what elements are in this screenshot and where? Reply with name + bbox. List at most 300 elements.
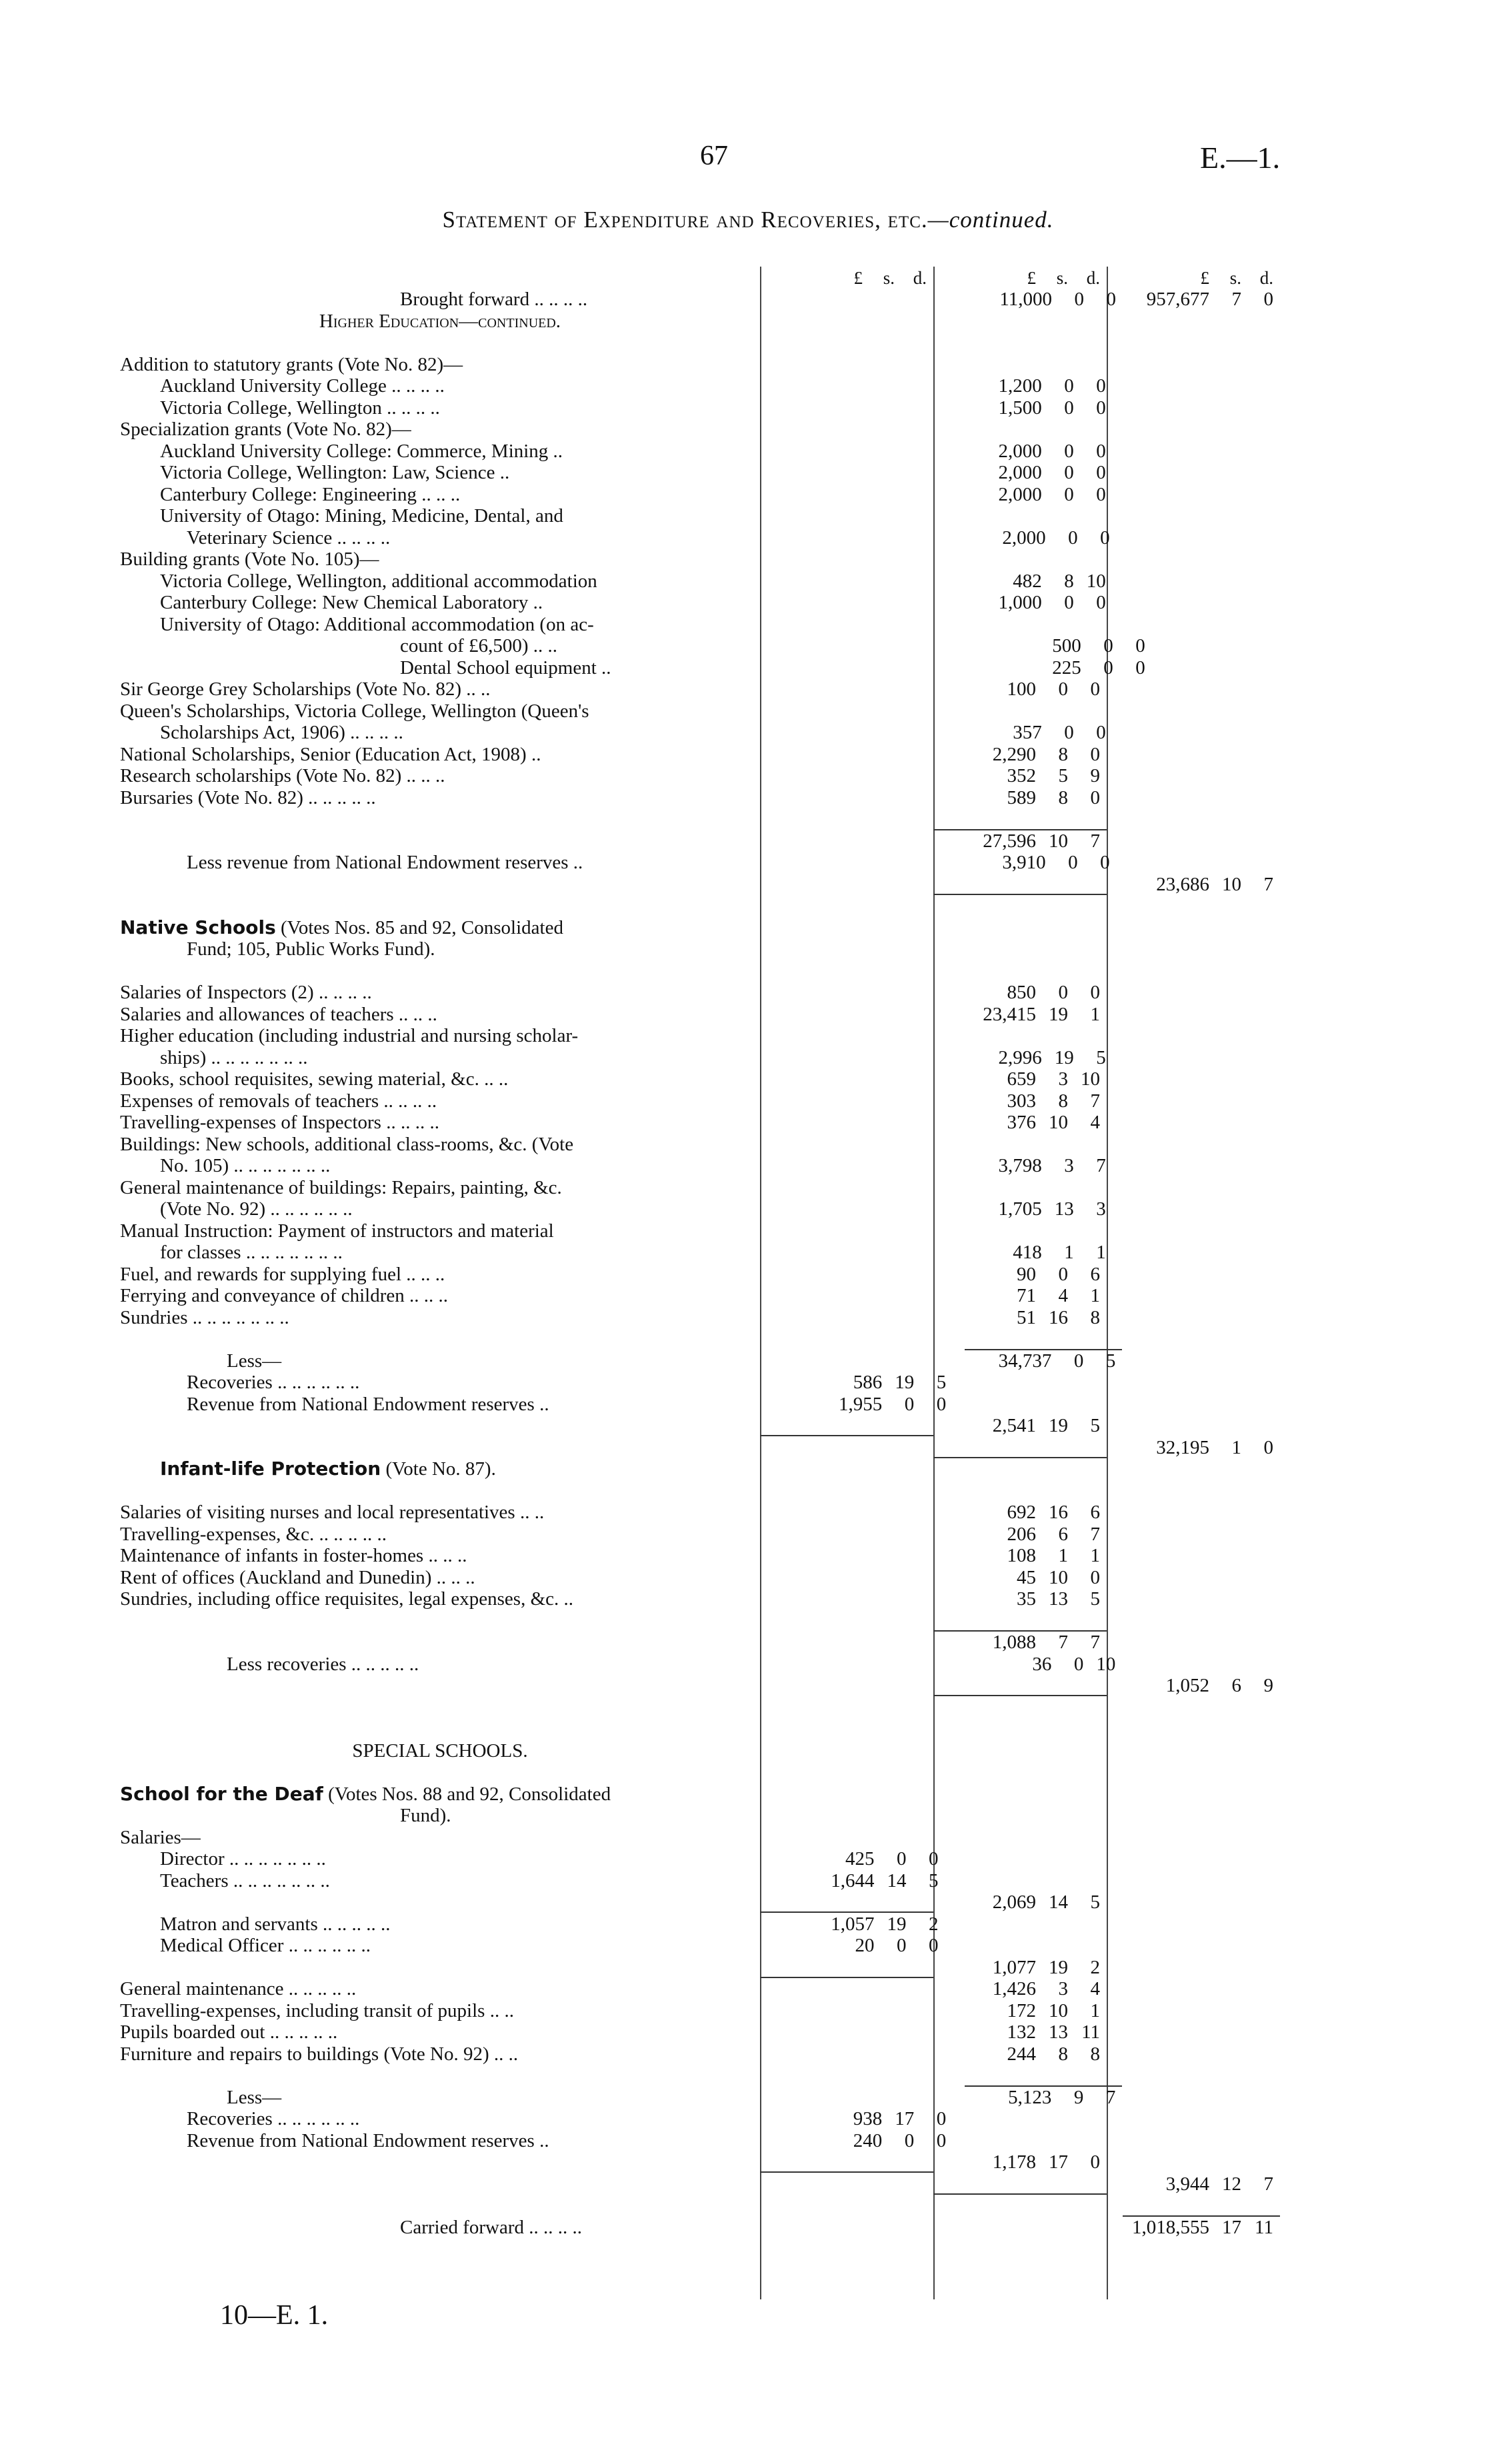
- amount-shillings: 17: [1049, 2151, 1068, 2173]
- amount-column-2: [933, 1630, 1107, 1653]
- ledger-row: [120, 2195, 1280, 2217]
- amount-pounds: 45: [1017, 1566, 1036, 1588]
- item-description: Maintenance of infants in foster-homes .. .. ..: [120, 1545, 467, 1566]
- ledger-row: [120, 1393, 1280, 1415]
- pound-header: £: [1027, 267, 1036, 288]
- amount-pence: 0: [1096, 440, 1106, 462]
- amount-pounds: 34,737: [998, 1350, 1052, 1372]
- ledger-row: [120, 310, 1280, 332]
- item-description: Salaries—: [120, 1826, 201, 1848]
- amount-shillings: 0: [1068, 527, 1078, 549]
- item-description: SPECIAL SCHOOLS.: [352, 1740, 528, 1762]
- amount-pounds: 132: [1007, 2021, 1036, 2043]
- ledger-row: [120, 1436, 1280, 1458]
- amount-pence: 0: [1096, 592, 1106, 613]
- amount-column-2: [945, 1198, 1113, 1220]
- item-description: Fuel, and rewards for supplying fuel .. .. ..: [120, 1263, 445, 1285]
- amount-pence: 0: [1135, 656, 1145, 678]
- amount-pence: 0: [1090, 1566, 1100, 1588]
- ledger-row: [120, 2065, 1280, 2087]
- ledger-row: [120, 852, 1280, 874]
- amount-shillings: 8: [1058, 743, 1068, 765]
- ledger-row: [120, 1632, 1280, 1654]
- pence-header: d.: [1086, 267, 1100, 288]
- ledger-row: [120, 1350, 1280, 1372]
- ledger-row: [120, 1090, 1280, 1112]
- amount-pounds: 1,955: [838, 1393, 883, 1415]
- amount-column-1: [789, 2130, 953, 2151]
- amount-pounds: 244: [1007, 2043, 1036, 2065]
- amount-column-2: [945, 1047, 1113, 1068]
- ledger-row: [120, 2021, 1280, 2043]
- ledger-row: [120, 1155, 1280, 1177]
- amount-pounds: 108: [1007, 1545, 1036, 1566]
- amount-shillings: 12: [1222, 2173, 1241, 2195]
- ledger-row: [120, 678, 1280, 700]
- amount-pounds: 5,123: [1008, 2086, 1052, 2108]
- amount-pence: 0: [1263, 289, 1273, 310]
- amount-pence: 6: [1090, 1263, 1100, 1285]
- amount-pounds: 357: [1013, 722, 1042, 743]
- ledger-row: [120, 1913, 1280, 1935]
- amount-column-3: [1107, 1437, 1280, 1458]
- item-description: Fund; 105, Public Works Fund).: [187, 938, 435, 960]
- amount-column-2: [933, 829, 1107, 852]
- amount-pounds: 589: [1007, 786, 1036, 808]
- item-description: Fund).: [400, 1805, 451, 1826]
- amount-shillings: 0: [1064, 440, 1074, 462]
- amount-pence: 5: [929, 1869, 939, 1891]
- ledger-row: [120, 1220, 1280, 1242]
- item-description: Victoria College, Wellington .. .. .. ..: [160, 397, 440, 419]
- ledger-row: [120, 700, 1280, 722]
- item-description: Salaries of visiting nurses and local representatives .. ..: [120, 1502, 545, 1523]
- amount-shillings: 10: [1049, 830, 1068, 852]
- title-main: Statement of Expenditure and Recoveries, etc.: [442, 207, 928, 233]
- amount-pence: 3: [1096, 1198, 1106, 1220]
- ledger-row: [120, 1783, 1280, 1805]
- amount-pence: 10: [1096, 1653, 1116, 1675]
- ledger-row: [120, 1978, 1280, 2000]
- item-description: University of Otago: Additional accommodation (on ac-: [160, 613, 594, 635]
- amount-pounds: 2,290: [992, 743, 1036, 765]
- ledger-row: [120, 1372, 1280, 1394]
- amount-shillings: 0: [897, 1848, 907, 1869]
- item-description: General maintenance .. .. .. .. ..: [120, 1978, 357, 1999]
- item-description: Sundries, including office requisites, legal expenses, &c. ..: [120, 1588, 573, 1610]
- amount-column-2: [933, 1090, 1107, 1112]
- amount-pounds: 1,077: [992, 1956, 1036, 1978]
- item-description: Scholarships Act, 1906) .. .. .. ..: [160, 722, 403, 743]
- amount-shillings: 8: [1064, 570, 1074, 592]
- amount-column-2: [953, 527, 1116, 549]
- item-description: Victoria College, Wellington: Law, Science ..: [160, 462, 510, 483]
- item-description: Teachers .. .. .. .. .. .. ..: [160, 1869, 330, 1891]
- amount-pounds: 23,415: [983, 1003, 1036, 1025]
- amount-shillings: 19: [895, 1372, 915, 1393]
- ledger-row: [120, 1502, 1280, 1524]
- amount-column-2: [933, 2151, 1107, 2173]
- item-description: (Vote No. 92) .. .. .. .. .. ..: [160, 1198, 353, 1220]
- amount-shillings: 1: [1231, 1436, 1241, 1458]
- item-description: Salaries of Inspectors (2) .. .. .. ..: [120, 982, 372, 1003]
- amount-shillings: 0: [1064, 397, 1074, 419]
- amount-pounds: 3,798: [998, 1155, 1042, 1176]
- amount-shillings: 17: [895, 2108, 915, 2129]
- pence-header: d.: [1259, 267, 1273, 288]
- amount-pence: 9: [1090, 765, 1100, 786]
- item-description: Revenue from National Endowment reserves ..: [187, 1393, 549, 1415]
- amount-pounds: 51: [1017, 1306, 1036, 1328]
- ledger-row: [120, 375, 1280, 397]
- amount-pence: 10: [1086, 570, 1106, 592]
- ledger-row: [120, 1068, 1280, 1090]
- ledger-row: [120, 1545, 1280, 1567]
- amount-pence: 1: [1090, 1003, 1100, 1025]
- amount-shillings: 14: [887, 1869, 907, 1891]
- amount-pence: 10: [1081, 1068, 1100, 1090]
- amount-shillings: 10: [1049, 1566, 1068, 1588]
- amount-column-2: [933, 1415, 1107, 1436]
- ledger-rows: [120, 289, 1280, 2238]
- item-description: Research scholarships (Vote No. 82) .. .. ..: [120, 765, 445, 786]
- item-description: University of Otago: Mining, Medicine, Dental, and: [160, 505, 563, 527]
- ledger-row: [120, 1718, 1280, 1740]
- amount-pence: 4: [1090, 1112, 1100, 1133]
- amount-shillings: 4: [1058, 1285, 1068, 1306]
- amount-pence: 1: [1096, 1242, 1106, 1263]
- ledger-row: [120, 830, 1280, 852]
- amount-pence: 0: [1090, 678, 1100, 700]
- amount-pounds: 482: [1013, 570, 1042, 592]
- amount-pounds: 1,000: [998, 592, 1042, 613]
- amount-pounds: 1,500: [998, 397, 1042, 419]
- ledger-row: [120, 1869, 1280, 1891]
- item-description: Revenue from National Endowment reserves ..: [187, 2129, 549, 2151]
- item-description: Matron and servants .. .. .. .. ..: [160, 1913, 391, 1935]
- ledger-row: [120, 1285, 1280, 1307]
- amount-pounds: 100: [1007, 678, 1036, 700]
- amount-column-1: [789, 2108, 953, 2129]
- ledger-row: [120, 1610, 1280, 1632]
- amount-pence: 7: [1090, 830, 1100, 852]
- ledger-row: [120, 1242, 1280, 1264]
- amount-pence: 0: [1135, 635, 1145, 656]
- ledger-row: [120, 1415, 1280, 1437]
- amount-pounds: 1,200: [998, 375, 1042, 397]
- amount-shillings: 0: [1103, 656, 1113, 678]
- amount-pence: 7: [1090, 1632, 1100, 1653]
- amount-pence: 0: [1100, 527, 1110, 549]
- amount-shillings: 1: [1058, 1545, 1068, 1566]
- amount-shillings: 10: [1222, 873, 1241, 895]
- page-number: 67: [700, 141, 728, 171]
- ledger-row: [120, 765, 1280, 787]
- item-description: Higher education (including industrial and nursing scholar-: [120, 1025, 579, 1046]
- amount-shillings: 3: [1058, 1978, 1068, 1999]
- amount-column-2: [965, 2085, 1123, 2108]
- amount-pence: 1: [1090, 1999, 1100, 2021]
- amount-shillings: 13: [1054, 1198, 1074, 1220]
- amount-column-2: [933, 1502, 1107, 1523]
- section-heading: School for the Deaf: [120, 1783, 323, 1805]
- amount-pounds: 303: [1007, 1090, 1036, 1112]
- ledger-row: [120, 635, 1280, 657]
- statement-title: [0, 207, 1496, 233]
- amount-column-2: [953, 852, 1116, 873]
- amount-pounds: 2,000: [1002, 527, 1046, 549]
- item-description: Native Schools (Votes Nos. 85 and 92, Consolidated: [120, 916, 563, 938]
- ledger-row: [120, 1675, 1280, 1697]
- amount-column-2: [945, 441, 1113, 462]
- amount-shillings: 0: [1064, 375, 1074, 397]
- item-description: Queen's Scholarships, Victoria College, Wellington (Queen's: [120, 700, 589, 722]
- ledger-row: [120, 982, 1280, 1004]
- amount-pounds: 1,018,555: [1131, 2216, 1209, 2238]
- amount-column-2: [933, 787, 1107, 808]
- amount-shillings: 7: [1231, 289, 1241, 310]
- ledger-row: [120, 960, 1280, 982]
- ledger-row: [120, 2216, 1280, 2238]
- ledger-row: [120, 289, 1280, 311]
- item-description: Recoveries .. .. .. .. .. ..: [187, 1372, 360, 1393]
- item-description: Auckland University College .. .. .. ..: [160, 375, 445, 397]
- amount-column-2: [945, 722, 1113, 743]
- amount-pence: 6: [1090, 1502, 1100, 1523]
- item-description: count of £6,500) .. ..: [400, 635, 557, 656]
- amount-pounds: 90: [1017, 1263, 1036, 1285]
- amount-shillings: 6: [1058, 1523, 1068, 1545]
- amount-pounds: 1,644: [831, 1869, 875, 1891]
- item-description: Less recoveries .. .. .. .. ..: [227, 1653, 419, 1675]
- amount-column-2: [933, 1957, 1107, 1978]
- amount-column-3: [1123, 289, 1280, 310]
- amount-pence: 5: [1090, 1891, 1100, 1913]
- amount-pence: 5: [1090, 1588, 1100, 1610]
- amount-pounds: 850: [1007, 982, 1036, 1003]
- ledger-row: [120, 2129, 1280, 2151]
- amount-shillings: 19: [1054, 1046, 1074, 1068]
- amount-pounds: 2,069: [992, 1891, 1036, 1913]
- amount-shillings: 10: [1049, 1112, 1068, 1133]
- amount-column-2: [933, 765, 1107, 786]
- amount-shillings: 0: [1058, 982, 1068, 1003]
- amount-pounds: 1,052: [1165, 1675, 1209, 1696]
- item-description: Travelling-expenses, including transit of pupils .. ..: [120, 1999, 514, 2021]
- ledger-row: [120, 1480, 1280, 1502]
- currency-header-row: [120, 267, 1280, 289]
- amount-column-3: [1123, 2215, 1280, 2238]
- amount-pence: 0: [1106, 289, 1116, 310]
- amount-pounds: 23,686: [1156, 873, 1209, 895]
- ledger-row: [120, 419, 1280, 441]
- amount-pence: 7: [1090, 1523, 1100, 1545]
- amount-column-2: [933, 1307, 1107, 1328]
- amount-column-2: [995, 657, 1152, 678]
- amount-pounds: 376: [1007, 1112, 1036, 1133]
- ledger-row: [120, 1805, 1280, 1827]
- ledger-row: [120, 656, 1280, 678]
- ledger-row: [120, 895, 1280, 917]
- amount-shillings: 8: [1058, 786, 1068, 808]
- amount-pounds: 2,000: [998, 483, 1042, 505]
- amount-pounds: 692: [1007, 1502, 1036, 1523]
- amount-shillings: 0: [1064, 462, 1074, 483]
- item-description: for classes .. .. .. .. .. .. ..: [160, 1242, 343, 1263]
- amount-shillings: 19: [1049, 1003, 1068, 1025]
- pound-header: £: [853, 267, 863, 288]
- amount-pounds: 35: [1017, 1588, 1036, 1610]
- amount-shillings: 9: [1073, 2086, 1084, 2108]
- amount-column-1: [777, 1935, 945, 1956]
- item-description: Victoria College, Wellington, additional accommodation: [160, 570, 597, 592]
- amount-shillings: 0: [1073, 1653, 1084, 1675]
- amount-pounds: 2,996: [998, 1046, 1042, 1068]
- shilling-header: s.: [1229, 267, 1241, 288]
- amount-shillings: 13: [1049, 1588, 1068, 1610]
- item-description: Sundries .. .. .. .. .. .. ..: [120, 1306, 289, 1328]
- amount-pence: 0: [1100, 852, 1110, 873]
- amount-column-2: [945, 375, 1113, 397]
- amount-column-2: [933, 744, 1107, 765]
- item-description: Rent of offices (Auckland and Dunedin) .. .. ..: [120, 1566, 475, 1588]
- amount-pence: 0: [1263, 1436, 1273, 1458]
- amount-pounds: 500: [1052, 635, 1081, 656]
- amount-pounds: 586: [853, 1372, 883, 1393]
- ledger-row: [120, 1112, 1280, 1134]
- item-description: ships) .. .. .. .. .. .. ..: [160, 1046, 308, 1068]
- amount-shillings: 16: [1049, 1306, 1068, 1328]
- item-description: Canterbury College: New Chemical Laboratory ..: [160, 592, 543, 613]
- amount-shillings: 7: [1058, 1632, 1068, 1653]
- item-description: Less revenue from National Endowment reserves ..: [187, 852, 583, 873]
- ledger-row: [120, 916, 1280, 938]
- amount-pence: 7: [1263, 2173, 1273, 2195]
- amount-column-2: [965, 1349, 1123, 1372]
- ledger-row: [120, 549, 1280, 571]
- ledger-row: [120, 1523, 1280, 1545]
- amount-pounds: 1,057: [831, 1913, 875, 1935]
- item-description: Bursaries (Vote No. 82) .. .. .. .. ..: [120, 786, 376, 808]
- amount-shillings: 8: [1058, 1090, 1068, 1112]
- ledger-row: [120, 483, 1280, 505]
- amount-pence: 0: [1090, 2151, 1100, 2173]
- item-description: Buildings: New schools, additional class-rooms, &c. (Vote: [120, 1133, 574, 1155]
- item-description: Travelling-expenses of Inspectors .. .. .. ..: [120, 1112, 439, 1133]
- ledger-row: [120, 1935, 1280, 1957]
- amount-pounds: 1,705: [998, 1198, 1042, 1220]
- item-description: Books, school requisites, sewing material, &c. .. ..: [120, 1068, 509, 1090]
- amount-pounds: 418: [1013, 1242, 1042, 1263]
- ledger-row: [120, 808, 1280, 830]
- amount-pence: 0: [1096, 722, 1106, 743]
- amount-pence: 0: [1096, 375, 1106, 397]
- amount-pence: 9: [1263, 1675, 1273, 1696]
- amount-shillings: 0: [1064, 722, 1074, 743]
- item-description: Brought forward .. .. .. ..: [400, 289, 588, 310]
- ledger-row: [120, 1566, 1280, 1588]
- item-description: Carried forward .. .. .. ..: [400, 2216, 582, 2238]
- ledger-row: [120, 592, 1280, 614]
- item-description: School for the Deaf (Votes Nos. 88 and 92, Consolidated: [120, 1783, 611, 1805]
- section-heading: Infant-life Protection: [160, 1458, 381, 1480]
- amount-pence: 5: [936, 1372, 947, 1393]
- item-description: Salaries and allowances of teachers .. .. ..: [120, 1003, 437, 1025]
- ledger-row: [120, 1891, 1280, 1913]
- ledger-row: [120, 873, 1280, 895]
- amount-shillings: 16: [1049, 1502, 1068, 1523]
- amount-pence: 7: [1263, 873, 1273, 895]
- amount-column-2: [945, 397, 1113, 419]
- amount-column-3: [1107, 874, 1280, 895]
- amount-pence: 1: [1090, 1285, 1100, 1306]
- amount-pounds: 1,426: [992, 1978, 1036, 1999]
- amount-shillings: 1: [1064, 1242, 1074, 1263]
- item-description: National Scholarships, Senior (Education Act, 1908) ..: [120, 743, 541, 765]
- amount-shillings: 0: [1103, 635, 1113, 656]
- amount-column-2: [945, 1242, 1113, 1263]
- ledger-row: [120, 1025, 1280, 1047]
- amount-column-2: [945, 571, 1113, 592]
- amount-pence: 7: [1090, 1090, 1100, 1112]
- ledger-row: [120, 743, 1280, 765]
- ledger-row: [120, 2086, 1280, 2108]
- amount-pence: 5: [1090, 1415, 1100, 1436]
- amount-pounds: 71: [1017, 1285, 1036, 1306]
- ledger-row: [120, 1198, 1280, 1220]
- amount-column-2: [933, 1285, 1107, 1306]
- amount-column-2: [945, 462, 1113, 483]
- amount-pence: 7: [1096, 1155, 1106, 1176]
- amount-column-2: [933, 1588, 1107, 1610]
- amount-column-2: [933, 1545, 1107, 1566]
- item-description: Manual Instruction: Payment of instructors and material: [120, 1220, 554, 1242]
- page-reference: E.—1.: [1200, 141, 1281, 175]
- amount-shillings: 0: [904, 2129, 915, 2151]
- amount-column-1: [777, 1913, 945, 1935]
- amount-pence: 5: [1096, 1046, 1106, 1068]
- item-description: Pupils boarded out .. .. .. .. ..: [120, 2021, 338, 2043]
- amount-shillings: 19: [887, 1913, 907, 1935]
- amount-pounds: 32,195: [1156, 1436, 1209, 1458]
- amount-shillings: 0: [1068, 852, 1078, 873]
- amount-pounds: 3,910: [1002, 852, 1046, 873]
- amount-pounds: 659: [1007, 1068, 1036, 1090]
- amount-shillings: 3: [1064, 1155, 1074, 1176]
- amount-pence: 2: [1090, 1956, 1100, 1978]
- ledger-row: [120, 1848, 1280, 1870]
- ledger-row: [120, 527, 1280, 549]
- amount-shillings: 14: [1049, 1891, 1068, 1913]
- pence-header: d.: [913, 267, 927, 288]
- amount-shillings: 0: [1073, 1350, 1084, 1372]
- amount-shillings: 13: [1049, 2021, 1068, 2043]
- amount-pounds: 2,000: [998, 440, 1042, 462]
- amount-column-2: [965, 1654, 1123, 1675]
- ledger-row: [120, 938, 1280, 960]
- ledger-row: [120, 1762, 1280, 1784]
- ledger-row: [120, 1263, 1280, 1285]
- amount-pounds: 240: [853, 2129, 883, 2151]
- amount-pounds: 352: [1007, 765, 1036, 786]
- ledger-row: [120, 1003, 1280, 1025]
- amount-pence: 0: [1096, 462, 1106, 483]
- amount-column-2: [933, 1978, 1107, 1999]
- amount-shillings: 0: [1064, 592, 1074, 613]
- amount-pence: 0: [929, 1935, 939, 1956]
- amount-column-2: [945, 592, 1113, 613]
- amount-pounds: 172: [1007, 1999, 1036, 2021]
